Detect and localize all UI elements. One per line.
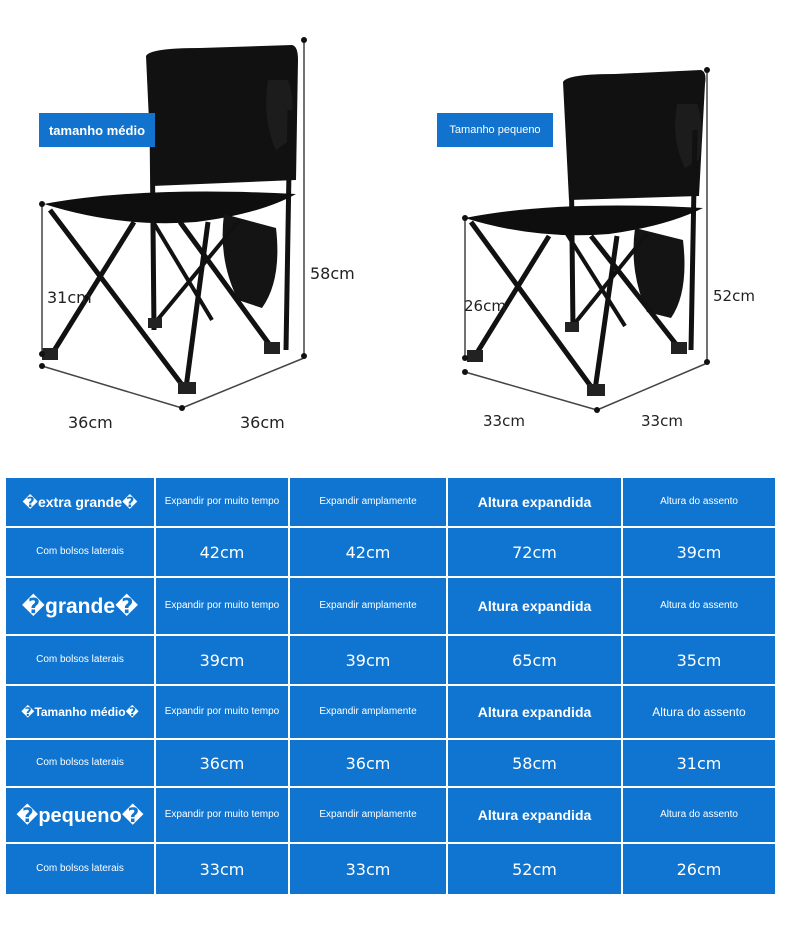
size-label-small bbox=[437, 113, 553, 147]
table-value-row bbox=[5, 739, 776, 787]
header-cell-seat: Altura do assento bbox=[622, 477, 776, 527]
small-seat-height: 26cm bbox=[464, 297, 506, 315]
chair-medium-image bbox=[0, 0, 395, 440]
medium-depth: 36cm bbox=[240, 413, 285, 432]
header-cell-length: Expandir por muito tempo bbox=[155, 577, 289, 635]
header-cell-height: Altura expandida bbox=[447, 577, 622, 635]
table-value-row bbox=[5, 843, 776, 895]
medium-width: 36cm bbox=[68, 413, 113, 432]
value-cell: 33cm bbox=[155, 843, 289, 895]
pocket-note-cell: Com bolsos laterais bbox=[5, 527, 155, 577]
pocket-note-cell: Com bolsos laterais bbox=[5, 635, 155, 685]
value-cell: 36cm bbox=[289, 739, 447, 787]
header-cell-length: Expandir por muito tempo bbox=[155, 685, 289, 739]
header-cell-length: Expandir por muito tempo bbox=[155, 477, 289, 527]
size-name-cell: �grande� bbox=[5, 577, 155, 635]
header-cell-height: Altura expandida bbox=[447, 685, 622, 739]
value-cell: 58cm bbox=[447, 739, 622, 787]
size-name-cell: �pequeno� bbox=[5, 787, 155, 843]
header-cell-width: Expandir amplamente bbox=[289, 577, 447, 635]
header-cell-height: Altura expandida bbox=[447, 477, 622, 527]
table-value-row bbox=[5, 635, 776, 685]
value-cell: 31cm bbox=[622, 739, 776, 787]
header-cell-seat: Altura do assento bbox=[622, 577, 776, 635]
chair-small-image bbox=[395, 0, 790, 440]
value-cell: 35cm bbox=[622, 635, 776, 685]
medium-total-height: 58cm bbox=[310, 264, 355, 283]
size-name-cell: �Tamanho médio� bbox=[5, 685, 155, 739]
header-cell-width: Expandir amplamente bbox=[289, 477, 447, 527]
size-label-medium bbox=[39, 113, 155, 147]
size-name-cell: �extra grande� bbox=[5, 477, 155, 527]
value-cell: 65cm bbox=[447, 635, 622, 685]
value-cell: 42cm bbox=[155, 527, 289, 577]
value-cell: 36cm bbox=[155, 739, 289, 787]
value-cell: 26cm bbox=[622, 843, 776, 895]
value-cell: 42cm bbox=[289, 527, 447, 577]
medium-seat-height: 31cm bbox=[47, 288, 92, 307]
table-header-row bbox=[5, 685, 776, 739]
pocket-note-cell: Com bolsos laterais bbox=[5, 739, 155, 787]
table-header-row bbox=[5, 577, 776, 635]
header-cell-width: Expandir amplamente bbox=[289, 685, 447, 739]
header-cell-seat: Altura do assento bbox=[622, 685, 776, 739]
pocket-note-cell: Com bolsos laterais bbox=[5, 843, 155, 895]
size-label-medium-text: tamanho médio bbox=[48, 122, 146, 138]
header-cell-seat: Altura do assento bbox=[622, 787, 776, 843]
table-header-row bbox=[5, 787, 776, 843]
header-cell-height: Altura expandida bbox=[447, 787, 622, 843]
value-cell: 39cm bbox=[155, 635, 289, 685]
size-label-small-text: Tamanho pequeno bbox=[449, 124, 541, 136]
value-cell: 39cm bbox=[622, 527, 776, 577]
header-cell-length: Expandir por muito tempo bbox=[155, 787, 289, 843]
value-cell: 39cm bbox=[289, 635, 447, 685]
value-cell: 33cm bbox=[289, 843, 447, 895]
small-width: 33cm bbox=[483, 412, 525, 430]
value-cell: 72cm bbox=[447, 527, 622, 577]
small-depth: 33cm bbox=[641, 412, 683, 430]
small-total-height: 52cm bbox=[713, 287, 755, 305]
value-cell: 52cm bbox=[447, 843, 622, 895]
size-spec-table bbox=[4, 476, 777, 896]
header-cell-width: Expandir amplamente bbox=[289, 787, 447, 843]
table-value-row bbox=[5, 527, 776, 577]
table-header-row bbox=[5, 477, 776, 527]
